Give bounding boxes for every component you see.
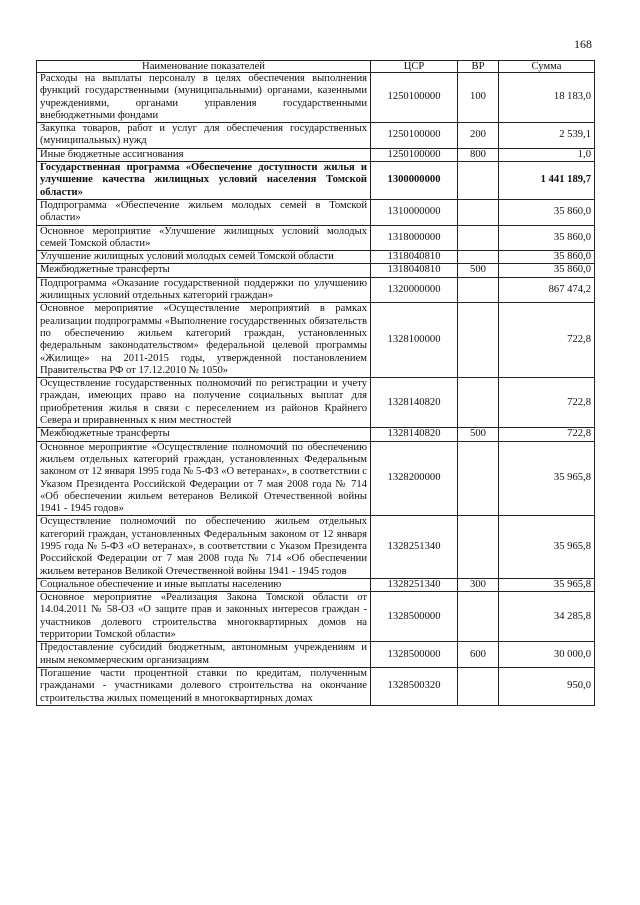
table-row — [37, 303, 595, 378]
header-name: Наименование показателей — [37, 61, 371, 73]
table-row — [37, 73, 595, 123]
row-code-cell: 1328200000 — [371, 441, 458, 516]
row-name-cell: Основное мероприятие «Улучшение жилищных условий молодых семей Томской области» — [37, 225, 371, 251]
table-row — [37, 428, 595, 441]
row-sum-cell: 35 860,0 — [499, 264, 595, 277]
table-row — [37, 148, 595, 161]
table-header-row — [37, 61, 595, 73]
row-name-cell: Социальное обеспечение и иные выплаты населению — [37, 578, 371, 591]
row-sum-cell: 35 860,0 — [499, 199, 595, 225]
row-name-cell: Межбюджетные трансферты — [37, 428, 371, 441]
row-vr-cell: 500 — [458, 264, 499, 277]
row-name-cell: Улучшение жилищных условий молодых семей Томской области — [37, 251, 371, 264]
row-name-cell: Основное мероприятие «Осуществление мероприятий в рамках реализации подпрограммы «Выполнение государственных обязательств по обеспечению жильем категорий граждан, установленных федеральным законодательством» федеральной целевой программы «Жилище» на 2011-2015 годы, утвержденной постановлением Правительства РФ от 17.12.2010 № 1050» — [37, 303, 371, 378]
row-sum-cell: 722,8 — [499, 428, 595, 441]
row-name-cell: Расходы на выплаты персоналу в целях обеспечения выполнения функций государственными (муниципальными) органами, казенными учреждениями, органами управления государственными внебюджетными фондами — [37, 73, 371, 123]
row-code-cell: 1328500000 — [371, 592, 458, 642]
row-code-cell: 1328500320 — [371, 667, 458, 705]
header-code: ЦСР — [371, 61, 458, 73]
table-row — [37, 592, 595, 642]
row-vr-cell: 800 — [458, 148, 499, 161]
row-name-cell: Погашение части процентной ставки по кредитам, полученным гражданами - участниками долевого строительства на окончание строительства жилых помещений в многоквартирных домах — [37, 667, 371, 705]
table-row — [37, 516, 595, 578]
row-code-cell: 1328251340 — [371, 516, 458, 578]
row-vr-cell — [458, 592, 499, 642]
row-sum-cell: 722,8 — [499, 303, 595, 378]
row-name-cell: Межбюджетные трансферты — [37, 264, 371, 277]
row-code-cell: 1318000000 — [371, 225, 458, 251]
row-code-cell: 1328100000 — [371, 303, 458, 378]
table-row — [37, 199, 595, 225]
row-vr-cell — [458, 225, 499, 251]
row-code-cell: 1250100000 — [371, 148, 458, 161]
row-name-cell: Осуществление государственных полномочий по регистрации и учету граждан, имеющих право на получение социальных выплат для приобретения жилья в связи с переселением из районов Крайнего Севера и приравненных к ним местностей — [37, 378, 371, 428]
table-row — [37, 277, 595, 303]
row-name-cell: Подпрограмма «Оказание государственной поддержки по улучшению жилищных условий отдельных категорий граждан» — [37, 277, 371, 303]
row-sum-cell: 35 965,8 — [499, 441, 595, 516]
row-sum-cell: 35 965,8 — [499, 578, 595, 591]
row-code-cell: 1318040810 — [371, 251, 458, 264]
row-code-cell: 1250100000 — [371, 73, 458, 123]
row-vr-cell — [458, 303, 499, 378]
row-name-cell: Закупка товаров, работ и услуг для обеспечения государственных (муниципальных) нужд — [37, 123, 371, 149]
row-sum-cell: 35 860,0 — [499, 225, 595, 251]
row-sum-cell: 35 965,8 — [499, 516, 595, 578]
row-vr-cell — [458, 378, 499, 428]
row-sum-cell: 18 183,0 — [499, 73, 595, 123]
table-row — [37, 123, 595, 149]
row-name-cell: Иные бюджетные ассигнования — [37, 148, 371, 161]
row-sum-cell: 2 539,1 — [499, 123, 595, 149]
page-number: 168 — [574, 37, 592, 51]
row-vr-cell — [458, 667, 499, 705]
row-sum-cell: 867 474,2 — [499, 277, 595, 303]
row-code-cell: 1328140820 — [371, 378, 458, 428]
row-name-cell: Подпрограмма «Обеспечение жильем молодых семей в Томской области» — [37, 199, 371, 225]
table-row — [37, 642, 595, 668]
table-row — [37, 264, 595, 277]
row-vr-cell: 500 — [458, 428, 499, 441]
row-vr-cell: 300 — [458, 578, 499, 591]
row-sum-cell: 34 285,8 — [499, 592, 595, 642]
row-code-cell: 1320000000 — [371, 277, 458, 303]
row-code-cell: 1318040810 — [371, 264, 458, 277]
row-name-cell: Основное мероприятие «Реализация Закона Томской области от 14.04.2011 № 58-ОЗ «О защите прав и законных интересов граждан - участников долевого строительства многоквартирных домов на территории Томской области» — [37, 592, 371, 642]
row-code-cell: 1300000000 — [371, 162, 458, 200]
header-vr: ВР — [458, 61, 499, 73]
row-code-cell: 1328251340 — [371, 578, 458, 591]
row-vr-cell — [458, 162, 499, 200]
header-sum: Сумма — [499, 61, 595, 73]
row-code-cell: 1250100000 — [371, 123, 458, 149]
row-sum-cell: 1 441 189,7 — [499, 162, 595, 200]
row-name-cell: Осуществление полномочий по обеспечению жильем отдельных категорий граждан, установленных Федеральным законом от 12 января 1995 года № 5-ФЗ «О ветеранах», в соответствии с Указом Президента Российской Федерации от 7 мая 2008 года № 714 «Об обеспечении жильем ветеранов Великой Отечественной войны 1941 - 1945 годов — [37, 516, 371, 578]
row-code-cell: 1328500000 — [371, 642, 458, 668]
table-row — [37, 378, 595, 428]
row-code-cell: 1310000000 — [371, 199, 458, 225]
row-name-cell: Основное мероприятие «Осуществление полномочий по обеспечению жильем отдельных категорий граждан, установленных Федеральным законом от 12 января 1995 года № 5-ФЗ «О ветеранах», в соответствии с Указом Президента Российской Федерации от 7 мая 2008 года № 714 «Об обеспечении жильем ветеранов Великой Отечественной войны 1941 - 1945 годов» — [37, 441, 371, 516]
row-vr-cell: 100 — [458, 73, 499, 123]
table-row — [37, 251, 595, 264]
table-row — [37, 225, 595, 251]
row-name-cell: Предоставление субсидий бюджетным, автономным учреждениям и иным некоммерческим организациям — [37, 642, 371, 668]
row-vr-cell — [458, 277, 499, 303]
table-row — [37, 441, 595, 516]
row-vr-cell — [458, 251, 499, 264]
row-code-cell: 1328140820 — [371, 428, 458, 441]
row-sum-cell: 30 000,0 — [499, 642, 595, 668]
row-vr-cell: 200 — [458, 123, 499, 149]
row-name-cell: Государственная программа «Обеспечение доступности жилья и улучшение качества жилищных условий населения Томской области» — [37, 162, 371, 200]
row-vr-cell: 600 — [458, 642, 499, 668]
table-row — [37, 578, 595, 591]
row-sum-cell: 35 860,0 — [499, 251, 595, 264]
row-sum-cell: 950,0 — [499, 667, 595, 705]
table-row — [37, 162, 595, 200]
row-sum-cell: 1,0 — [499, 148, 595, 161]
row-vr-cell — [458, 199, 499, 225]
budget-table — [36, 60, 595, 706]
table-row — [37, 667, 595, 705]
row-sum-cell: 722,8 — [499, 378, 595, 428]
row-vr-cell — [458, 441, 499, 516]
row-vr-cell — [458, 516, 499, 578]
